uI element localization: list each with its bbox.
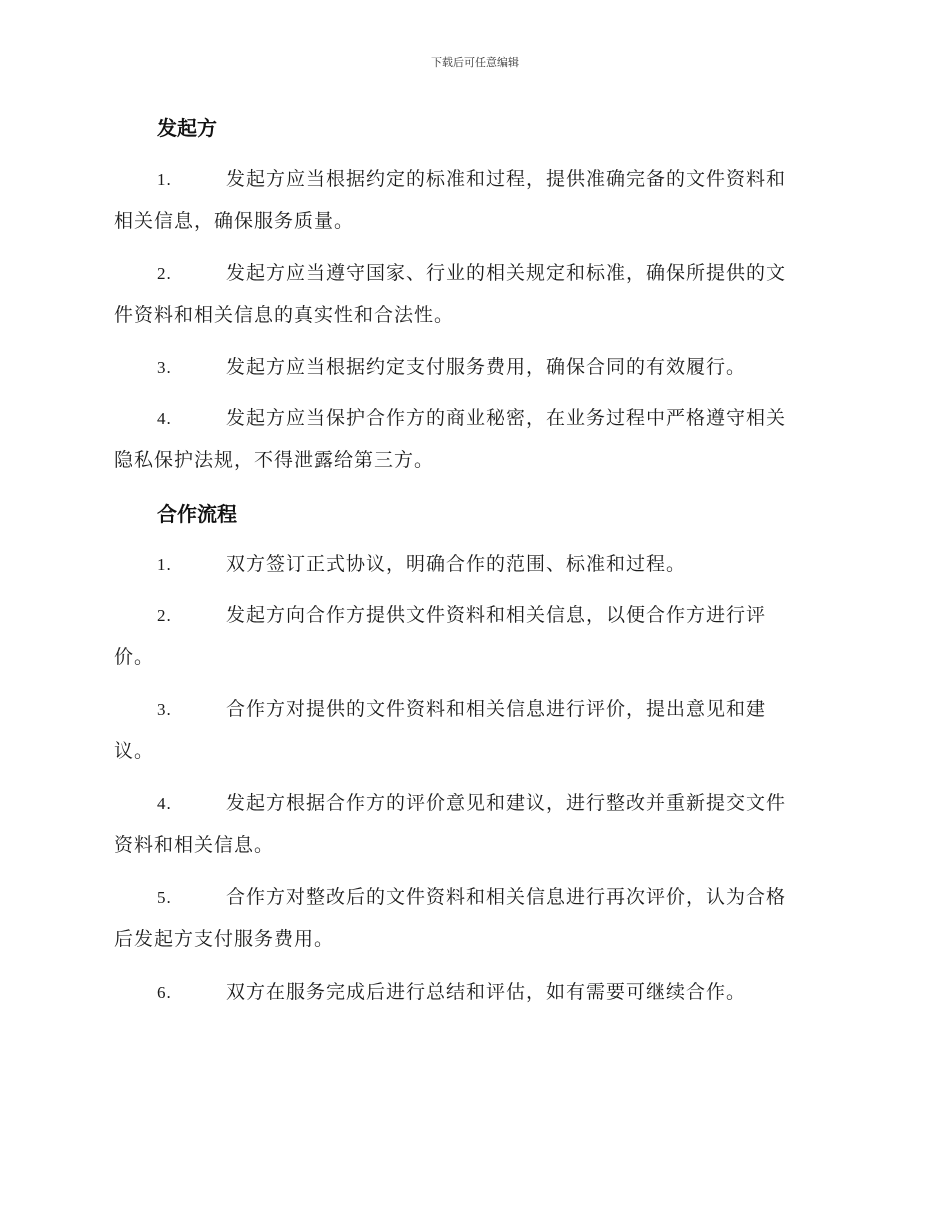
list-item	[114, 971, 832, 1013]
list-item	[114, 782, 832, 866]
item-number: 1.	[157, 170, 172, 189]
item-number: 2.	[157, 606, 172, 625]
item-text: 发起方应当保护合作方的商业秘密，在业务过程中严格遵守相关	[226, 407, 787, 429]
item-text: 合作方对提供的文件资料和相关信息进行评价，提出意见和建	[226, 698, 767, 720]
item-text-continued: 后发起方支付服务费用。	[114, 928, 335, 950]
item-text-continued: 议。	[114, 740, 155, 762]
list-item	[114, 594, 832, 678]
list-item	[114, 543, 832, 585]
section-heading-initiator: 发起方	[157, 116, 217, 140]
item-text-continued: 价。	[114, 646, 155, 668]
item-text: 发起方根据合作方的评价意见和建议，进行整改并重新提交文件	[226, 792, 787, 814]
list-item	[114, 158, 832, 242]
item-number: 5.	[157, 888, 172, 907]
item-number: 2.	[157, 264, 172, 283]
section-heading-process: 合作流程	[157, 502, 237, 526]
item-text: 发起方应当根据约定支付服务费用，确保合同的有效履行。	[226, 356, 747, 378]
item-text: 合作方对整改后的文件资料和相关信息进行再次评价，认为合格	[226, 886, 787, 908]
item-text: 发起方应当根据约定的标准和过程，提供准确完备的文件资料和	[226, 168, 787, 190]
item-number: 3.	[157, 700, 172, 719]
item-number: 1.	[157, 555, 172, 574]
item-number: 4.	[157, 409, 172, 428]
item-text-continued: 件资料和相关信息的真实性和合法性。	[114, 304, 455, 326]
item-number: 3.	[157, 358, 172, 377]
list-item	[114, 346, 832, 388]
item-text-continued: 资料和相关信息。	[114, 834, 275, 856]
list-item	[114, 397, 832, 481]
item-text: 发起方向合作方提供文件资料和相关信息，以便合作方进行评	[226, 604, 767, 626]
item-number: 6.	[157, 983, 172, 1002]
item-text: 双方在服务完成后进行总结和评估，如有需要可继续合作。	[226, 981, 747, 1003]
item-number: 4.	[157, 794, 172, 813]
item-text-continued: 相关信息，确保服务质量。	[114, 210, 355, 232]
item-text: 发起方应当遵守国家、行业的相关规定和标准，确保所提供的文	[226, 262, 787, 284]
header-note: 下载后可任意编辑	[431, 56, 519, 69]
list-item	[114, 876, 832, 960]
list-item	[114, 688, 832, 772]
list-item	[114, 252, 832, 336]
item-text-continued: 隐私保护法规，不得泄露给第三方。	[114, 449, 435, 471]
item-text: 双方签订正式协议，明确合作的范围、标准和过程。	[226, 553, 687, 575]
